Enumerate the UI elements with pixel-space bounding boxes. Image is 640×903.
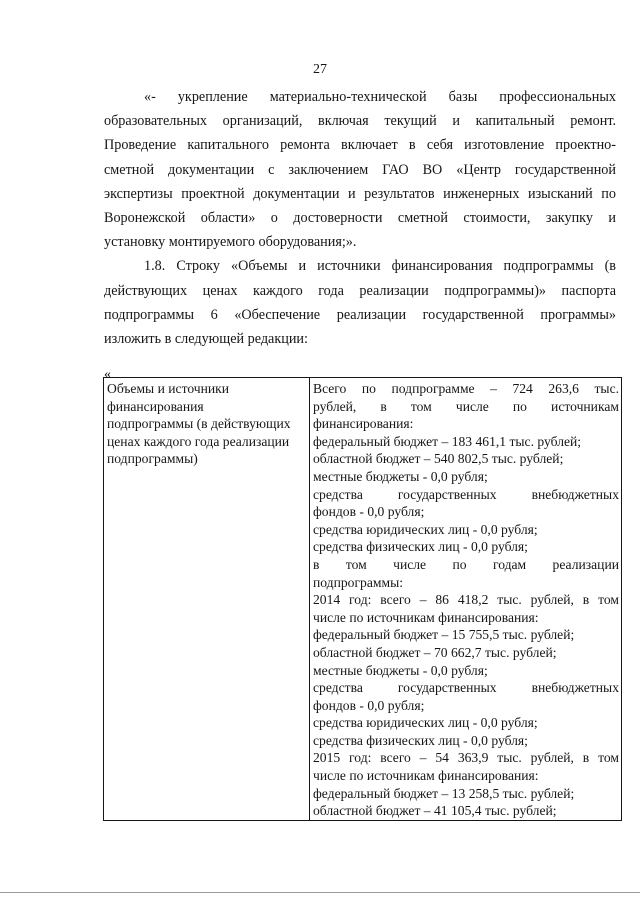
paragraph-1-8: [104, 254, 616, 351]
text-line: сметной документации с заключением ГАО ВО «Центр государственной: [104, 161, 616, 178]
paragraph-amendment-text: [104, 85, 616, 254]
cell-line: федеральный бюджет – 183 461,1 тыс. рублей;: [313, 433, 582, 449]
cell-line: областной бюджет – 540 802,5 тыс. рублей;: [313, 451, 564, 467]
cell-line: местные бюджеты - 0,0 рубля;: [313, 662, 488, 678]
cell-line: средства физических лиц - 0,0 рубля;: [313, 539, 528, 555]
cell-line: числе по источникам финансирования:: [313, 609, 539, 625]
cell-line: рублей, в том числе по источникам: [313, 398, 619, 414]
cell-line: Объемы и источники: [107, 381, 230, 396]
scan-bottom-edge: [0, 892, 640, 893]
page-number: 27: [313, 62, 327, 77]
table-row: [104, 378, 622, 821]
text-line: экспертизы проектной документации и результатов инженерных изысканий по: [104, 185, 616, 202]
cell-line: в том числе по годам реализации: [313, 556, 619, 572]
cell-line: областной бюджет – 70 662,7 тыс. рублей;: [313, 644, 557, 660]
text-line: изложить в следующей редакции:: [104, 331, 308, 348]
opening-quote: «: [104, 367, 111, 382]
cell-line: федеральный бюджет – 13 258,5 тыс. рублей;: [313, 785, 575, 801]
text-line: установку монтируемого оборудования;».: [104, 234, 357, 251]
cell-line: средства государственных внебюджетных: [313, 680, 619, 696]
text-line: Воронежской области» о достоверности сметной стоимости, закупку и: [104, 210, 616, 227]
cell-line: фондов - 0,0 рубля;: [313, 504, 425, 520]
cell-line: подпрограммы): [107, 451, 198, 467]
cell-line: фондов - 0,0 рубля;: [313, 697, 425, 713]
cell-line: финансирования: [107, 398, 204, 414]
cell-line: ценах каждого года реализации: [107, 433, 290, 449]
text-line: подпрограммы 6 «Обеспечение реализации государственной программы»: [104, 306, 616, 323]
cell-line: средства государственных внебюджетных: [313, 486, 619, 502]
cell-line: средства юридических лиц - 0,0 рубля;: [313, 521, 538, 537]
cell-line: Всего по подпрограмме – 724 263,6 тыс.: [313, 381, 619, 396]
text-line: «- укрепление материально-технической базы профессиональных: [144, 89, 616, 105]
cell-line: подпрограммы:: [313, 574, 403, 590]
cell-line: 2015 год: всего – 54 363,9 тыс. рублей, в том: [313, 750, 619, 766]
cell-line: 2014 год: всего – 86 418,2 тыс. рублей, в том: [313, 592, 619, 608]
cell-line: федеральный бюджет – 15 755,5 тыс. рублей;: [313, 627, 575, 643]
text-line: образовательных организаций, включая текущий и капитальный ремонт.: [104, 113, 616, 130]
text-line: действующих ценах каждого года реализации подпрограммы)» паспорта: [104, 282, 616, 299]
cell-line: областной бюджет – 41 105,4 тыс. рублей;: [313, 803, 557, 819]
cell-line: финансирования:: [313, 416, 414, 432]
cell-line: местные бюджеты - 0,0 рубля;: [313, 468, 488, 484]
document-body: [104, 85, 616, 351]
row-header-cell: [104, 378, 310, 821]
text-line: 1.8. Строку «Объемы и источники финансирования подпрограммы (в: [144, 258, 616, 275]
passport-table: [103, 377, 622, 821]
cell-line: средства юридических лиц - 0,0 рубля;: [313, 715, 538, 731]
cell-line: подпрограммы (в действующих: [107, 416, 291, 432]
cell-line: средства физических лиц - 0,0 рубля;: [313, 732, 528, 748]
row-value-cell: [310, 378, 622, 821]
text-line: Проведение капитального ремонта включает в себя изготовление проектно-: [104, 137, 616, 154]
cell-line: числе по источникам финансирования:: [313, 768, 539, 784]
